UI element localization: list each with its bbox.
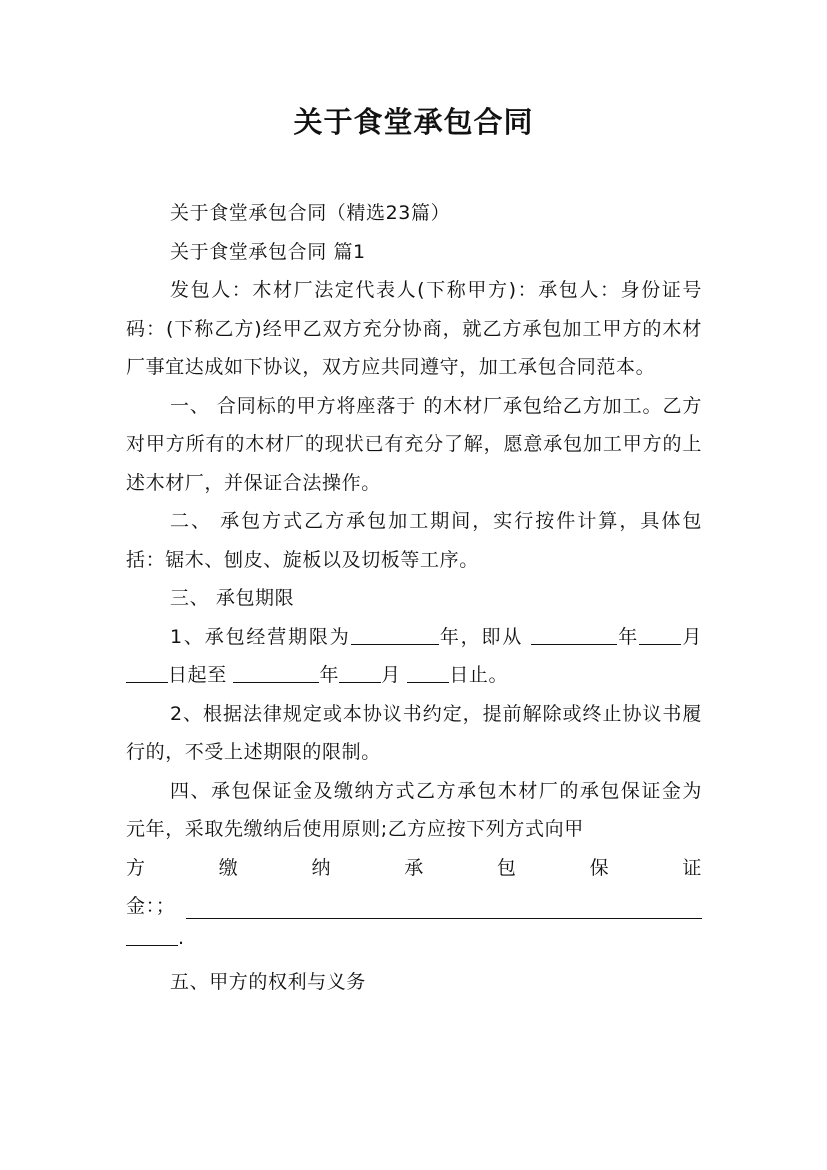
blank-start-day [126,663,168,683]
deposit-blank-tail [126,919,702,958]
paragraph-term [126,618,702,695]
subtitle-line: 关于食堂承包合同（精选23篇） [170,202,451,224]
blank-years [351,625,439,645]
section-heading: 关于食堂承包合同 篇1 [170,240,366,263]
deposit-text-a: 四、承包保证金及缴纳方式乙方承包木材厂的承包保证金为 元年，采取先缴纳后使用原则;乙方应按下列方式向甲 [126,779,702,840]
blank-end-day [407,663,449,683]
term-text-g: 月 [381,664,408,686]
paragraph-article-3-heading: 三、 承包期限 [170,587,295,609]
paragraph-term-exception: 2、根据法律规定或本协议书约定，提前解除或终止协议书履行的，不受上述期限的限制。 [126,702,702,763]
deposit-spread-line: 方缴纳承包保证 [126,856,702,879]
term-text-b: 年，即从 [438,625,532,648]
document-title: 关于食堂承包合同 [293,105,534,139]
paragraph-article-5-heading: 五、甲方的权利与义务 [170,971,367,993]
paragraph-parties: 发包人：木材厂法定代表人(下称甲方)：承包人：身份证号码：(下称乙方)经甲乙双方充分协商，就乙方承包加工甲方的木材厂事宜达成如下协议，双方应共同遵守，加工承包合同范本。 [126,279,702,378]
blank-deposit-tail [126,926,178,946]
deposit-blank-line [126,887,702,919]
term-text-a: 1、承包经营期限为 [170,625,351,648]
term-text-d: 月 [681,625,702,648]
paragraph-article-4 [126,772,702,849]
blank-start-year [531,625,617,645]
blank-start-month [639,625,681,645]
blank-end-year [233,663,319,683]
term-text-h: 日止。 [449,664,509,686]
paragraph-article-2: 二、 承包方式乙方承包加工期间，实行按件计算，具体包括：锯木、刨皮、旋板以及切板等工序。 [126,510,702,571]
term-text-e: 日起至 [168,664,234,686]
blank-deposit-method [186,898,702,919]
term-text-c: 年 [617,625,640,648]
term-text-f: 年 [319,664,340,686]
deposit-text-c: 金：； [126,895,176,917]
deposit-text-d: . [178,926,185,949]
blank-end-month [339,663,381,683]
document-body [126,194,702,1002]
paragraph-article-1: 一、 合同标的甲方将座落于 的木材厂承包给乙方加工。乙方对甲方所有的木材厂的现状已有充分了解，愿意承包加工甲方的上述木材厂，并保证合法操作。 [126,394,702,494]
